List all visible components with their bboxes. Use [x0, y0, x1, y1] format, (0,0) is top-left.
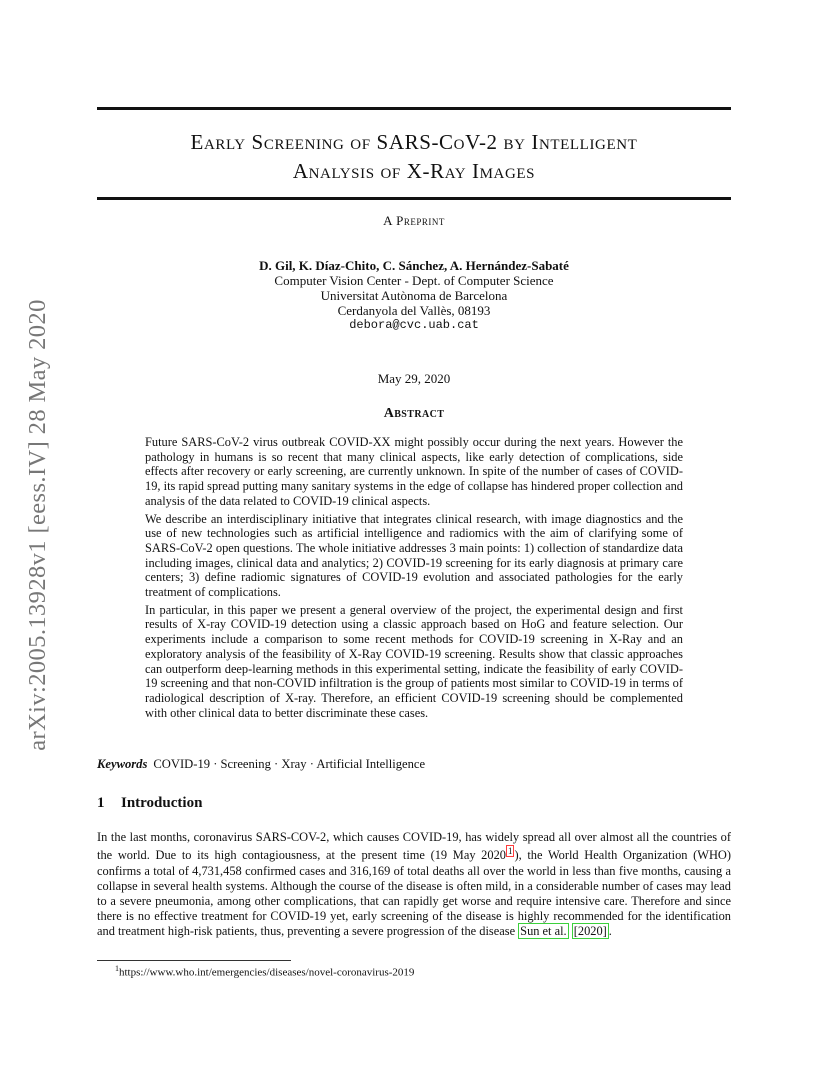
section-title: Introduction [121, 795, 203, 811]
keywords-line [97, 757, 425, 772]
author-names: D. Gil, K. Díaz-Chito, C. Sánchez, A. Hernández-Sabaté [259, 258, 569, 273]
section-heading [97, 795, 202, 812]
intro-text-b: ), the World Health Organization (WHO) confirms a total of 4,731,458 confirmed cases and 316,169 of total deaths all over the world in less than five months, causing a collapse in several health systems. Although the course of the disease is often mild, in a considerable number of cases may lead to a severe pneumonia, among other complications, that can rapidly get worse and require intensive care. Therefore and since there is no effective treatment for COVID-19 yet, early screening of the disease is highly recommended for the identification and treatment high-risk patients, thus, preventing a severe progression of the disease [97, 848, 731, 939]
title-rule-bottom [97, 197, 731, 200]
footnote-url[interactable]: https://www.who.int/emergencies/diseases/novel-coronavirus-2019 [119, 966, 415, 979]
title-rule-top [97, 107, 731, 110]
abstract-paragraph-2: We describe an interdisciplinary initiative that integrates clinical research, with image diagnostics and the use of new technologies such as artificial intelligence and radiomics with the aim of clarifying some of SARS-CoV-2 open questions. The whole initiative addresses 3 main points: 1) collection of standardize data including images, clinical data and analytics; 2) COVID-19 screening for its early diagnosis at primary care centers; 3) define radiomic signatures of COVID-19 evolution and associated pathologies for the early treatment of complications. [145, 511, 683, 600]
abstract-body [145, 435, 683, 723]
footnote [115, 964, 414, 979]
author-city: Cerdanyola del Vallès, 08193 [337, 303, 491, 318]
author-university: Universitat Autònoma de Barcelona [320, 288, 508, 303]
introduction-body [97, 830, 731, 940]
citation-link-name[interactable]: Sun et al. [520, 924, 567, 939]
abstract-paragraph-1: Future SARS-CoV-2 virus outbreak COVID-XX might possibly occur during the next years. However the pathology in humans is so recent that many clinical aspects, like early detection of complications, side effects after recovery or early screening, are currently unknown. In spite of the number of cases of COVID-19, its rapid spread putting many sanitary systems in the edge of collapse has hindered proper collection and analysis of the data related to COVID-19 clinical aspects. [145, 435, 683, 508]
keywords-list: COVID-19 · Screening · Xray · Artificial Intelligence [153, 757, 426, 771]
section-number: 1 [97, 795, 105, 811]
author-email[interactable]: debora@cvc.uab.cat [349, 318, 479, 332]
footnote-link[interactable]: 1 [507, 846, 513, 857]
title-line-2: Analysis of X-Ray Images [292, 159, 536, 183]
intro-text-a: In the last months, coronavirus SARS-COV-2, which causes COVID-19, has widely spread all over almost all the countries of the world. Due to its high contagiousness, at the present time (19 May 2020 [97, 830, 731, 863]
paper-title [97, 128, 731, 186]
author-block [97, 258, 731, 333]
abstract-heading: Abstract [383, 406, 445, 421]
citation-link-year[interactable]: [2020] [573, 924, 607, 939]
footnote-mark: 1 [115, 964, 119, 973]
author-affiliation: Computer Vision Center - Dept. of Computer Science [274, 273, 554, 288]
abstract-paragraph-3: In particular, in this paper we present a general overview of the project, the experimental design and first results of X-ray COVID-19 detection using a classic approach based on HoG and feature selection. Our experiments include a comparison to some recent methods for COVID-19 screening in X-Ray and an exploratory analysis of the feasibility of X-Ray COVID-19 screening. Results show that classic approaches can outperform deep-learning methods in this experimental setting, indicate the feasibility of early COVID-19 screening and that non-COVID infiltration is the group of patients most similar to COVID-19 in terms of radiological description of X-ray. Therefore, an efficient COVID-19 screening should be complemented with other clinical data to better discriminate these cases. [145, 602, 683, 720]
intro-text-end: . [608, 924, 612, 939]
arxiv-identifier: arXiv:2005.13928v1 [eess.IV] 28 May 2020 [24, 299, 51, 751]
title-line-1: Early Screening of SARS-CoV-2 by Intelligent [190, 130, 638, 154]
introduction-paragraph [97, 830, 731, 940]
keywords-label: Keywords [97, 757, 148, 771]
footnote-rule [97, 960, 291, 961]
preprint-label: A Preprint [383, 213, 445, 228]
paper-date: May 29, 2020 [377, 371, 451, 386]
